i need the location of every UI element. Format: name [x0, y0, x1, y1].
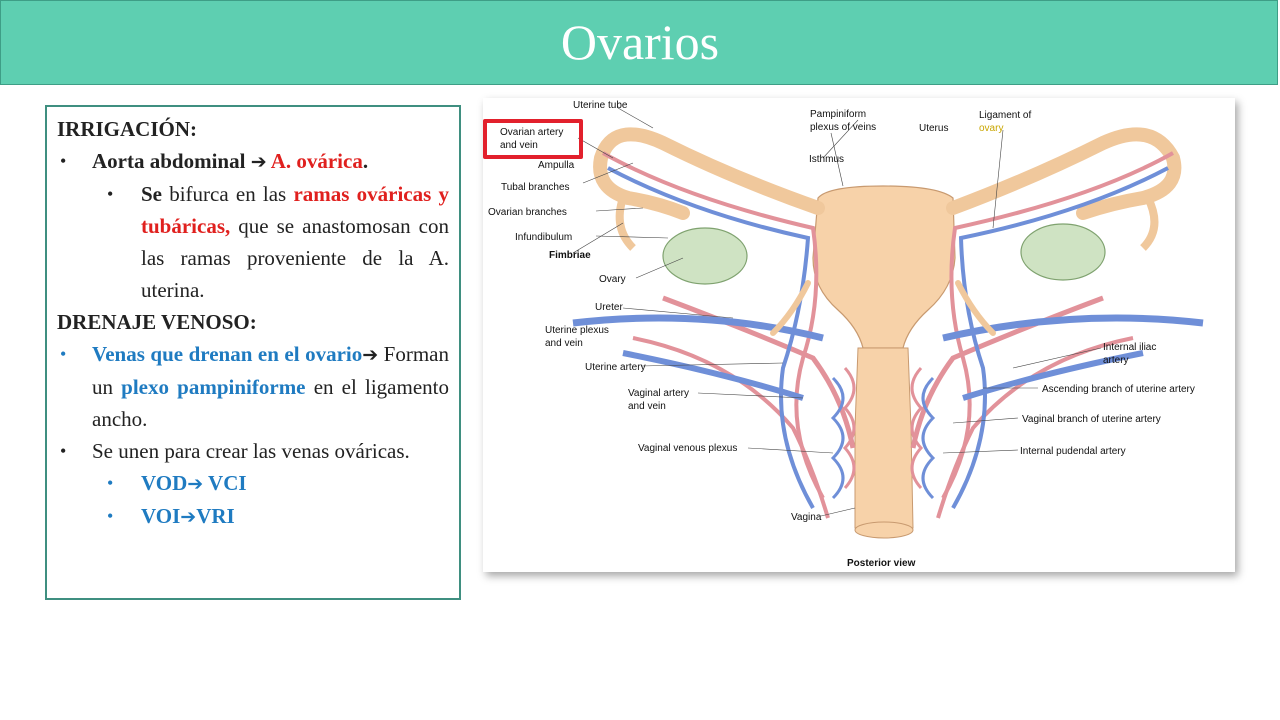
ovarian-artery-text: A. ovárica	[266, 149, 363, 173]
label-internal-iliac-1: Internal iliac	[1103, 342, 1157, 353]
se-text: Se	[141, 182, 162, 206]
bullet-voi	[57, 500, 449, 533]
uterus-diagram	[483, 98, 1235, 572]
bullet-bifurca	[57, 178, 449, 306]
arrow-icon: ➔	[250, 151, 267, 173]
slide-title: Ovarios	[560, 14, 720, 70]
vein-right-1	[953, 168, 1168, 508]
left-ureter	[773, 283, 808, 333]
right-ovary	[1021, 224, 1105, 280]
venas-text: Venas que drenan en el ovario	[92, 342, 363, 366]
label-internal-iliac-2: artery	[1103, 355, 1129, 366]
bullet-dot: •	[107, 184, 114, 204]
label-internal-pudendal: Internal pudendal artery	[1020, 446, 1126, 457]
bullet-dot: •	[107, 473, 114, 493]
arrow-icon: ➔	[180, 506, 197, 528]
aorta-text: Aorta abdominal	[92, 149, 251, 173]
label-ovarian-branches: Ovarian branches	[488, 207, 567, 218]
period-text: .	[362, 149, 369, 173]
voi-text: VOI	[141, 504, 181, 528]
highlight-box	[483, 119, 583, 159]
ligamento-text: en el ligamento ancho.	[92, 375, 449, 431]
plexo-text: plexo pampiniforme	[121, 375, 306, 399]
label-ovary: Ovary	[599, 274, 626, 285]
vod-text: VOD	[141, 471, 188, 495]
unen-text: Se unen para crear las venas ováricas.	[92, 439, 410, 463]
label-ampulla: Ampulla	[538, 160, 575, 171]
vci-text: VCI	[203, 471, 247, 495]
label-tubal-branches: Tubal branches	[501, 182, 570, 193]
label-vagina: Vagina	[791, 512, 822, 523]
label-uterine-artery: Uterine artery	[585, 362, 646, 373]
anatomy-figure	[483, 98, 1235, 572]
arrow-icon: ➔	[362, 344, 379, 366]
bullet-dot: •	[60, 441, 67, 461]
label-vaginal-branch: Vaginal branch of uterine artery	[1022, 414, 1161, 425]
uterus-shape	[813, 186, 955, 348]
label-vaginal-venous-plexus: Vaginal venous plexus	[638, 443, 738, 454]
label-uterus: Uterus	[919, 123, 949, 134]
label-ovarian-artery-2: and vein	[500, 140, 538, 151]
bullet-unen	[57, 435, 449, 467]
label-uterine-plexus-2: and vein	[545, 338, 583, 349]
bullet-vod	[57, 467, 449, 500]
label-vaginal-artery-2: and vein	[628, 401, 666, 412]
bullet-dot: •	[60, 151, 67, 171]
right-ureter	[958, 283, 993, 333]
label-pampiniform-2: plexus of veins	[810, 122, 877, 133]
content-textbox	[45, 105, 461, 600]
label-uterine-plexus-1: Uterine plexus	[545, 325, 609, 336]
left-uterine-tube	[600, 134, 818, 213]
label-fimbriae: Fimbriae	[549, 250, 591, 261]
bullet-dot: •	[60, 344, 67, 364]
right-fimbriae	[1143, 198, 1154, 248]
label-ovarian-artery-1: Ovarian artery	[500, 127, 564, 138]
bifurca-text: bifurca en las	[162, 182, 294, 206]
label-ligament-2: ovary	[979, 123, 1004, 134]
vagina-opening	[855, 522, 913, 538]
label-pampiniform-1: Pampiniform	[810, 109, 867, 120]
ramas-text: ramas ováricas y tubáricas,	[141, 182, 449, 238]
vri-text: VRI	[196, 504, 235, 528]
label-uterine-tube: Uterine tube	[573, 100, 628, 111]
label-infundibulum: Infundibulum	[515, 232, 573, 243]
vagina-shape	[855, 348, 913, 528]
label-ureter: Ureter	[595, 302, 623, 313]
label-isthmus: Isthmus	[809, 154, 845, 165]
anastomosan-text: que se anastomosan con las ramas proveniente de la A. uterina.	[141, 214, 449, 302]
label-posterior-view: Posterior view	[847, 558, 916, 569]
bullet-aorta	[57, 145, 449, 178]
bullet-venas	[57, 338, 449, 435]
drenaje-header: DRENAJE VENOSO:	[57, 310, 257, 334]
label-ascending-branch: Ascending branch of uterine artery	[1042, 384, 1195, 395]
arrow-icon: ➔	[187, 473, 204, 495]
label-vaginal-artery-1: Vaginal artery	[628, 388, 689, 399]
forman-text: Forman un	[92, 342, 450, 399]
left-ovary	[663, 228, 747, 284]
label-ligament-1: Ligament of	[979, 110, 1032, 121]
bullet-dot: •	[107, 506, 114, 526]
irrigacion-header: IRRIGACIÓN:	[57, 117, 198, 141]
